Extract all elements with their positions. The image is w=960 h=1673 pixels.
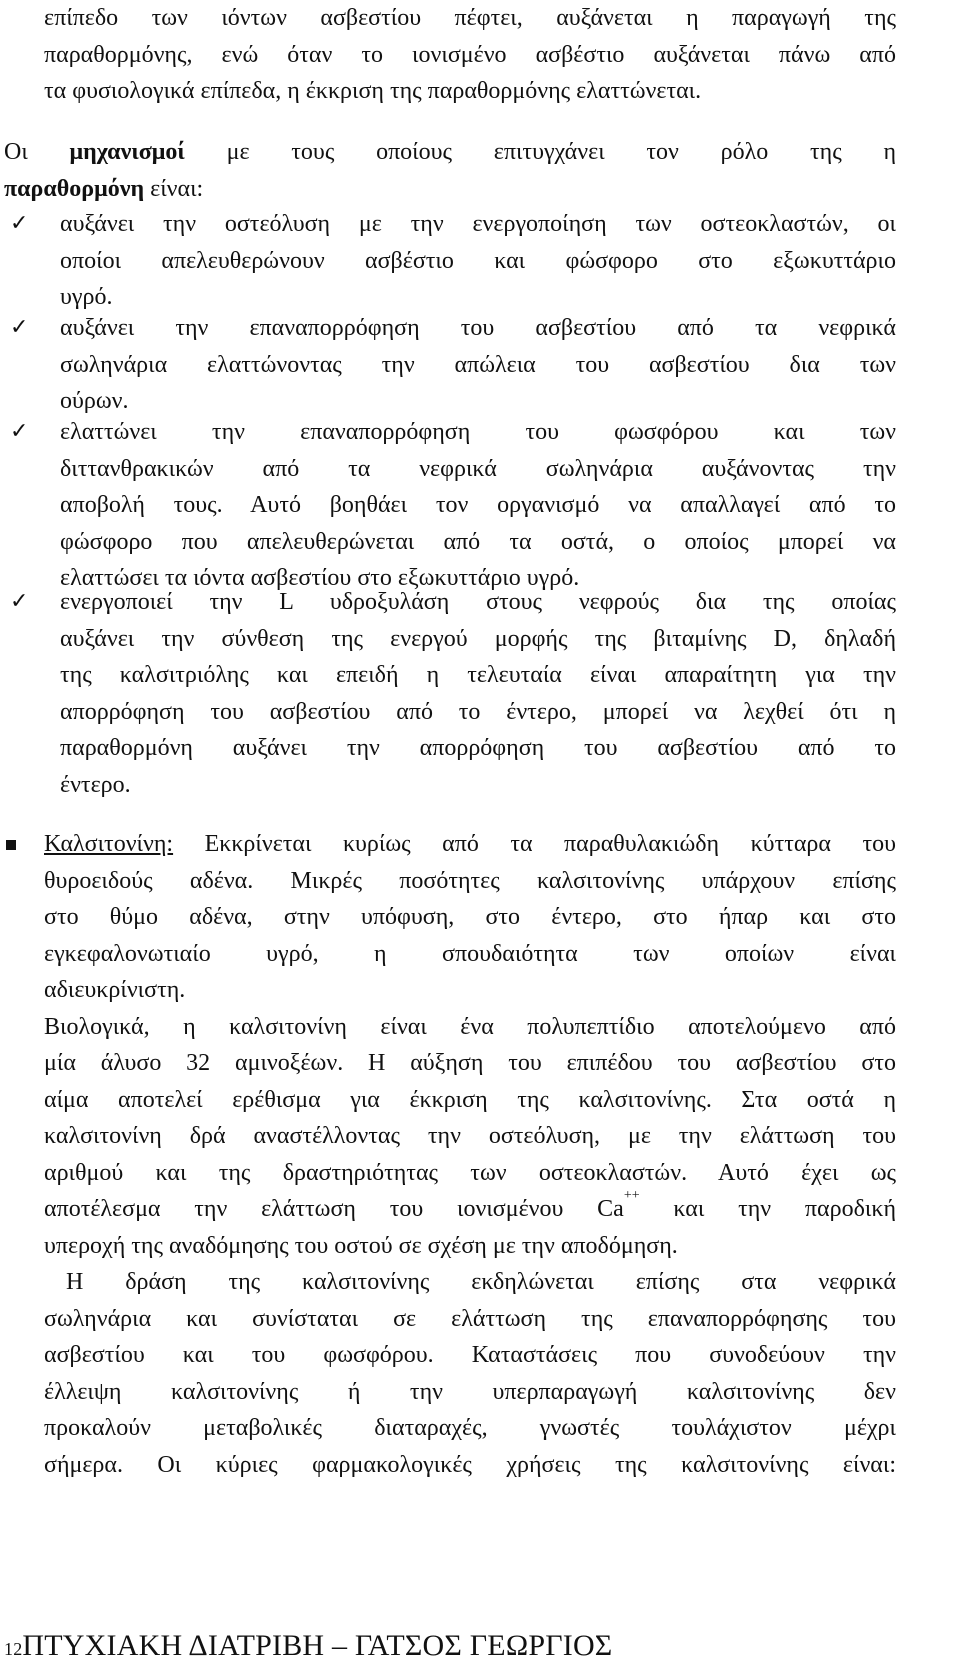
text-line: υπεροχή της αναδόμησης του οστού σε σχέση με την αποδόμηση.	[44, 1232, 678, 1259]
calcitonin-section	[44, 826, 896, 1483]
text-line: σήμερα. Οι κύριες φαρμακολογικές χρήσεις της καλσιτονίνης είναι:	[44, 1451, 896, 1478]
calcitonin-heading: Καλσιτονίνη:	[44, 831, 174, 857]
text-line: μία άλυσο 32 αμινοξέων. Η αύξηση του επιπέδου του ασβεστίου στο	[44, 1050, 896, 1076]
text-line: εγκεφαλονωτιαίο υγρό, η σπουδαιότητα των οποίων είναι	[44, 940, 896, 967]
text-line: ελαττώσει τα ιόντα ασβεστίου στο εξωκυττάριο υγρό.	[60, 565, 580, 591]
text-line: αυξάνει την σύνθεση της ενεργού μορφής της βιταμίνης D, δηλαδή	[60, 625, 896, 652]
text-line: αριθμού και της δραστηριότητας των οστεοκλαστών. Αυτό έχει ως	[44, 1159, 896, 1186]
text-line: απορρόφηση του ασβεστίου από το έντερο, μπορεί να λεχθεί ότι η	[60, 698, 896, 725]
text-line: ελαττώνει την επαναπορρόφηση του φωσφόρου και των	[60, 419, 896, 445]
footer-title: ΠΤΥΧΙΑΚΗ ΔΙΑΤΡΙΒΗ – ΓΑΤΣΟΣ ΓΕΩΡΓΙΟΣ	[22, 1629, 613, 1662]
text-line: αποβολή τους. Αυτό βοηθάει τον οργανισμό να απαλλαγεί από το	[60, 492, 896, 518]
check-icon: ✓	[10, 315, 29, 340]
checklist-item	[60, 310, 896, 420]
text-line: αυξάνει την επαναπορρόφηση του ασβεστίου από τα νεφρικά	[60, 315, 896, 341]
checklist-item	[60, 414, 896, 597]
text-line: σωληνάρια και συνίσταται σε ελάττωση της επαναπορρόφησης του	[44, 1305, 896, 1332]
page-footer	[4, 1628, 612, 1667]
check-icon: ✓	[10, 589, 29, 614]
intro-paragraph	[44, 0, 896, 110]
text-line: ενεργοποιεί την L υδροξυλάση στους νεφρούς δια της οποίας	[60, 589, 896, 615]
text-line: της καλσιτριόλης και επειδή η τελευταία είναι απαραίτητη για την	[60, 662, 896, 688]
text-line: παραθορμόνη αυξάνει την απορρόφηση του ασβεστίου από το	[60, 735, 896, 761]
text-line: αίμα αποτελεί ερέθισμα για έκκριση της καλσιτονίνης. Στα οστά η	[44, 1086, 896, 1113]
text-line: υγρό.	[60, 284, 113, 310]
text-line: παραθορμόνης, ενώ όταν το ιονισμένο ασβέστιο αυξάνεται πάνω από	[44, 41, 896, 68]
text-line: Καλσιτονίνη: Εκκρίνεται κυρίως από τα παραθυλακιώδη κύτταρα του	[44, 831, 897, 857]
text-line: φώσφορο που απελευθερώνεται από τα οστά, ο οποίος μπορεί να	[60, 528, 896, 555]
text-line: Η δράση της καλσιτονίνης εκδηλώνεται επίσης στα νεφρικά	[66, 1269, 896, 1295]
text-line: επίπεδο των ιόντων ασβεστίου πέφτει, αυξάνεται η παραγωγή της	[44, 5, 896, 31]
text-line: θυροειδούς αδένα. Μικρές ποσότητες καλσιτονίνης υπάρχουν επίσης	[44, 867, 896, 894]
ion-charge: ++	[623, 1188, 640, 1203]
check-icon: ✓	[10, 419, 29, 444]
text-line: οποίοι απελευθερώνουν ασβέστιο και φώσφορο στο εξωκυττάριο	[60, 247, 896, 274]
text-line: αποτέλεσμα την ελάττωση του ιονισμένου Ca++ και την παροδική	[44, 1188, 896, 1222]
text-line: Βιολογικά, η καλσιτονίνη είναι ένα πολυπεπτίδιο αποτελούμενο από	[44, 1013, 896, 1040]
text-line: καλσιτονίνη δρά αναστέλλοντας την οστεόλυση, με την ελάττωση του	[44, 1123, 896, 1149]
text-line: ούρων.	[60, 388, 129, 414]
text-line: Οι μηχανισμοί με τους οποίους επιτυγχάνει τον ρόλο της η	[4, 139, 896, 165]
mechanisms-intro	[4, 134, 896, 207]
text-line: παραθορμόνη είναι:	[4, 175, 204, 202]
text-line: σωληνάρια ελαττώνοντας την απώλεια του ασβεστίου δια των	[60, 351, 896, 378]
text-line: προκαλούν μεταβολικές διαταραχές, γνωστές τουλάχιστον μέχρι	[44, 1415, 896, 1441]
bullet-square-icon	[6, 840, 16, 850]
text-line: στο θύμο αδένα, στην υπόφυση, στο έντερο, στο ήπαρ και στο	[44, 904, 896, 930]
check-icon: ✓	[10, 211, 29, 236]
text-line: αυξάνει την οστεόλυση με την ενεργοποίηση των οστεοκλαστών, οι	[60, 211, 896, 237]
checklist-item	[60, 206, 896, 316]
text-line: αδιευκρίνιστη.	[44, 977, 186, 1003]
text-line: τα φυσιολογικά επίπεδα, η έκκριση της παραθορμόνης ελαττώνεται.	[44, 78, 702, 104]
text-line: ασβεστίου και του φωσφόρου. Καταστάσεις που συνοδεύουν την	[44, 1342, 896, 1368]
keyword-mechanisms: μηχανισμοί	[69, 139, 185, 165]
text-line: διττανθρακικών από τα νεφρικά σωληνάρια αυξάνοντας την	[60, 455, 896, 482]
text-line: έντερο.	[60, 771, 131, 798]
checklist-item	[60, 584, 896, 803]
keyword-parathormone: παραθορμόνη	[4, 175, 145, 202]
page-number: 12	[4, 1639, 23, 1659]
text-line: έλλειψη καλσιτονίνης ή την υπερπαραγωγή καλσιτονίνης δεν	[44, 1378, 896, 1405]
